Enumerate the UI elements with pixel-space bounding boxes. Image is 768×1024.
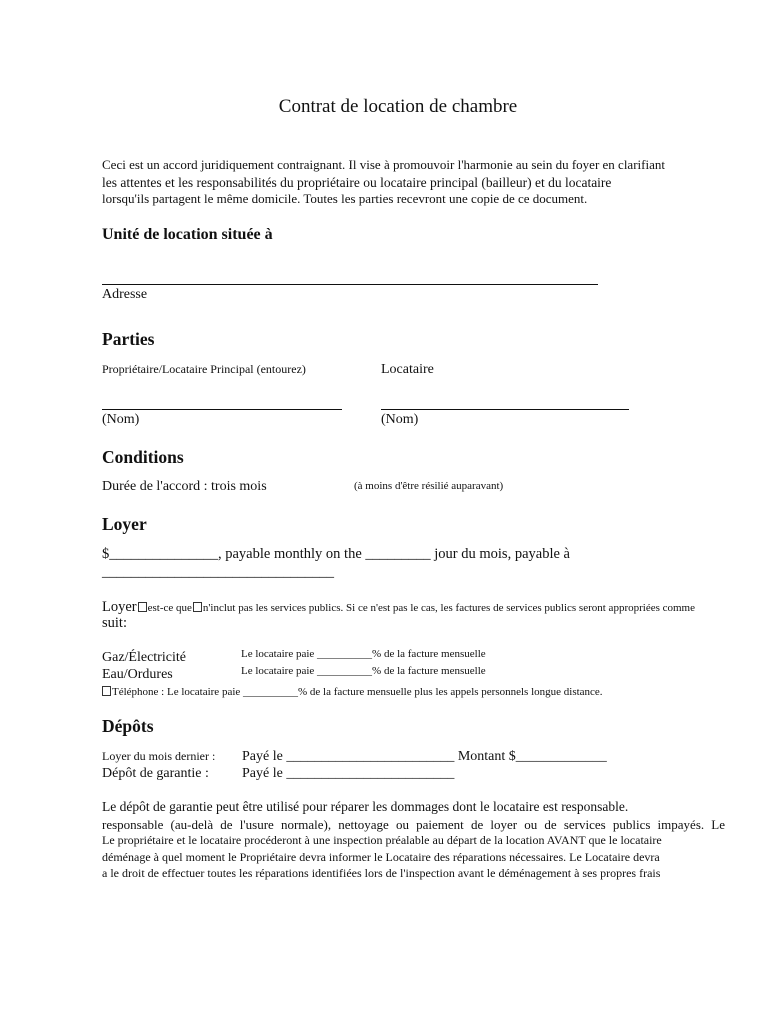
landlord-name-line[interactable] [102, 409, 342, 410]
conditions-heading: Conditions [102, 447, 184, 467]
utilities-rent-word: Loyer [102, 599, 137, 615]
address-line[interactable] [102, 284, 598, 285]
phone-checkbox[interactable] [102, 686, 111, 696]
rent-payable-to-line[interactable]: ________________________________ [102, 564, 334, 580]
security-deposit-label: Dépôt de garantie : [102, 766, 209, 781]
utilities-statement [102, 598, 695, 616]
last-month-label: Loyer du mois dernier : [102, 749, 216, 763]
gas-label: Gaz/Électricité [102, 650, 186, 665]
intro-line-2: les attentes et les responsabilités du propriétaire ou locataire principal (bailleur) et du locataire [102, 175, 612, 190]
utilities-question-2: n'inclut pas les services publics. Si ce n'est pas le cas, les factures de services publics seront appropriées comme [202, 602, 695, 614]
duration-text: Durée de l'accord : trois mois [102, 479, 267, 494]
tenant-name-label: (Nom) [381, 412, 419, 427]
landlord-label: Propriétaire/Locataire Principal (entourez) [102, 362, 306, 376]
intro-line-1: Ceci est un accord juridiquement contraignant. Il vise à promouvoir l'harmonie au sein du foyer en clarifiant [102, 157, 665, 172]
utilities-suit: suit: [102, 615, 127, 631]
excludes-checkbox[interactable] [193, 602, 202, 612]
waste-label: Eau/Ordures [102, 667, 173, 682]
utilities-question-1: est-ce que [147, 602, 192, 614]
landlord-name-label: (Nom) [102, 412, 140, 427]
tenant-label: Locataire [381, 362, 434, 377]
deposit-paragraph-line-5: a le droit de effectuer toutes les réparations identifiées lors de l'inspection avant le déménagement à ses propres frais [102, 866, 661, 880]
rent-heading: Loyer [102, 514, 147, 534]
includes-checkbox[interactable] [138, 602, 147, 612]
security-deposit-line[interactable]: Payé le ________________________ [242, 766, 455, 781]
gas-payment-line[interactable]: Le locataire paie __________% de la facture mensuelle [241, 648, 486, 660]
deposit-paragraph-line-4: déménage à quel moment le Propriétaire devra informer le Locataire des réparations nécessaires. Le Locataire devra [102, 850, 660, 864]
intro-line-3: lorsqu'ils partagent le même domicile. Toutes les parties recevront une copie de ce document. [102, 191, 588, 206]
parties-heading: Parties [102, 329, 155, 349]
document-title: Contrat de location de chambre [278, 96, 518, 117]
address-label: Adresse [102, 287, 148, 302]
deposit-paragraph-line-3: Le propriétaire et le locataire procéderont à une inspection préalable au départ de la location AVANT que le locataire [102, 833, 662, 847]
unit-heading: Unité de location située à [102, 226, 273, 243]
phone-row [102, 682, 603, 700]
tenant-name-line[interactable] [381, 409, 629, 410]
deposits-heading: Dépôts [102, 716, 154, 736]
waste-payment-line[interactable]: Le locataire paie __________% de la facture mensuelle [241, 665, 486, 677]
deposit-paragraph-line-1: Le dépôt de garantie peut être utilisé pour réparer les dommages dont le locataire est responsable. [102, 799, 629, 814]
rent-amount-line[interactable]: $_______________, payable monthly on the _________ jour du mois, payable à [102, 546, 570, 562]
deposit-paragraph-line-2: responsable (au-delà de l'usure normale), nettoyage ou paiement de loyer ou de services publics impayés. Le [102, 817, 725, 832]
phone-payment-line[interactable]: Téléphone : Le locataire paie __________% de la facture mensuelle plus les appels personnels longue distance. [112, 686, 603, 698]
last-month-line[interactable]: Payé le ________________________ Montant $_____________ [242, 749, 607, 764]
duration-note: (à moins d'être résilié auparavant) [354, 480, 504, 492]
